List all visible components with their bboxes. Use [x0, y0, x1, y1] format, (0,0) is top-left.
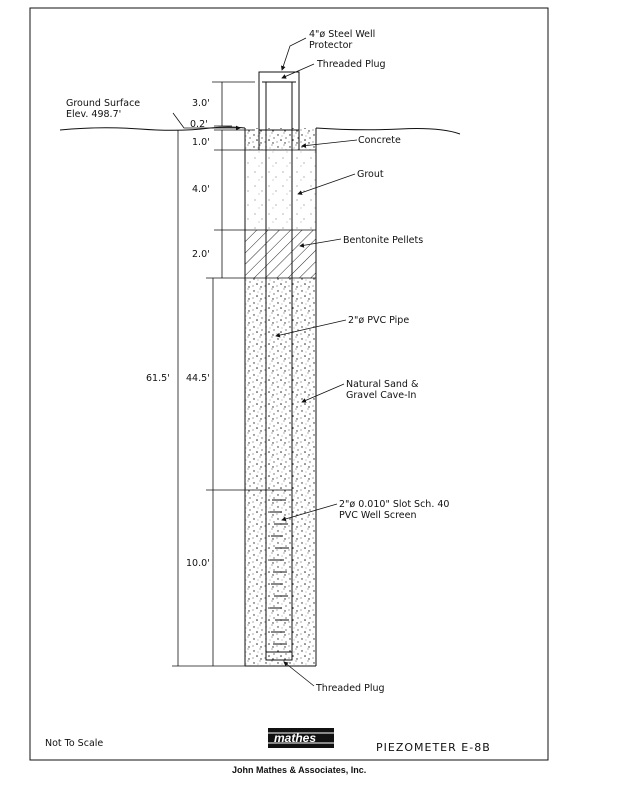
label-sand-1: Natural Sand &: [346, 379, 419, 390]
scale-note: Not To Scale: [45, 738, 104, 749]
label-concrete: Concrete: [358, 135, 401, 146]
bentonite-fill: [245, 230, 316, 278]
label-grout: Grout: [357, 169, 384, 180]
label-screen-1: 2"ø 0.010" Slot Sch. 40: [339, 499, 450, 510]
grout-fill: [245, 150, 316, 230]
company-logo: [268, 728, 334, 748]
logo-text: mathes: [274, 731, 317, 745]
diagram-title: PIEZOMETER E-8B: [376, 741, 491, 754]
label-ground-2: Elev. 498.7': [66, 109, 122, 120]
dim-total-depth: 61.5': [146, 373, 170, 384]
label-pvc-pipe: 2"ø PVC Pipe: [348, 315, 410, 326]
concrete-fill: [245, 128, 316, 150]
label-screen-2: PVC Well Screen: [339, 510, 417, 521]
dim-bentonite: 2.0': [192, 249, 210, 260]
label-threaded-plug-bottom: Threaded Plug: [316, 683, 385, 694]
dim-screen: 10.0': [186, 558, 210, 569]
label-threaded-plug-top: Threaded Plug: [317, 59, 386, 70]
company-name: John Mathes & Associates, Inc.: [232, 765, 367, 775]
label-bentonite: Bentonite Pellets: [343, 235, 424, 246]
steel-well-protector: [259, 72, 299, 130]
dim-grout: 4.0': [192, 184, 210, 195]
dim-sand: 44.5': [186, 373, 210, 384]
ground-surface-line-right: [316, 128, 460, 134]
label-sand-2: Gravel Cave-In: [346, 390, 417, 401]
label-protector-1: 4"ø Steel Well: [309, 29, 376, 40]
label-protector-2: Protector: [309, 40, 353, 51]
label-ground-1: Ground Surface: [66, 98, 141, 109]
dim-concrete: 1.0': [192, 137, 210, 148]
dim-stickup: 3.0': [192, 98, 210, 109]
dim-protector-gap: 0.2': [190, 119, 208, 130]
